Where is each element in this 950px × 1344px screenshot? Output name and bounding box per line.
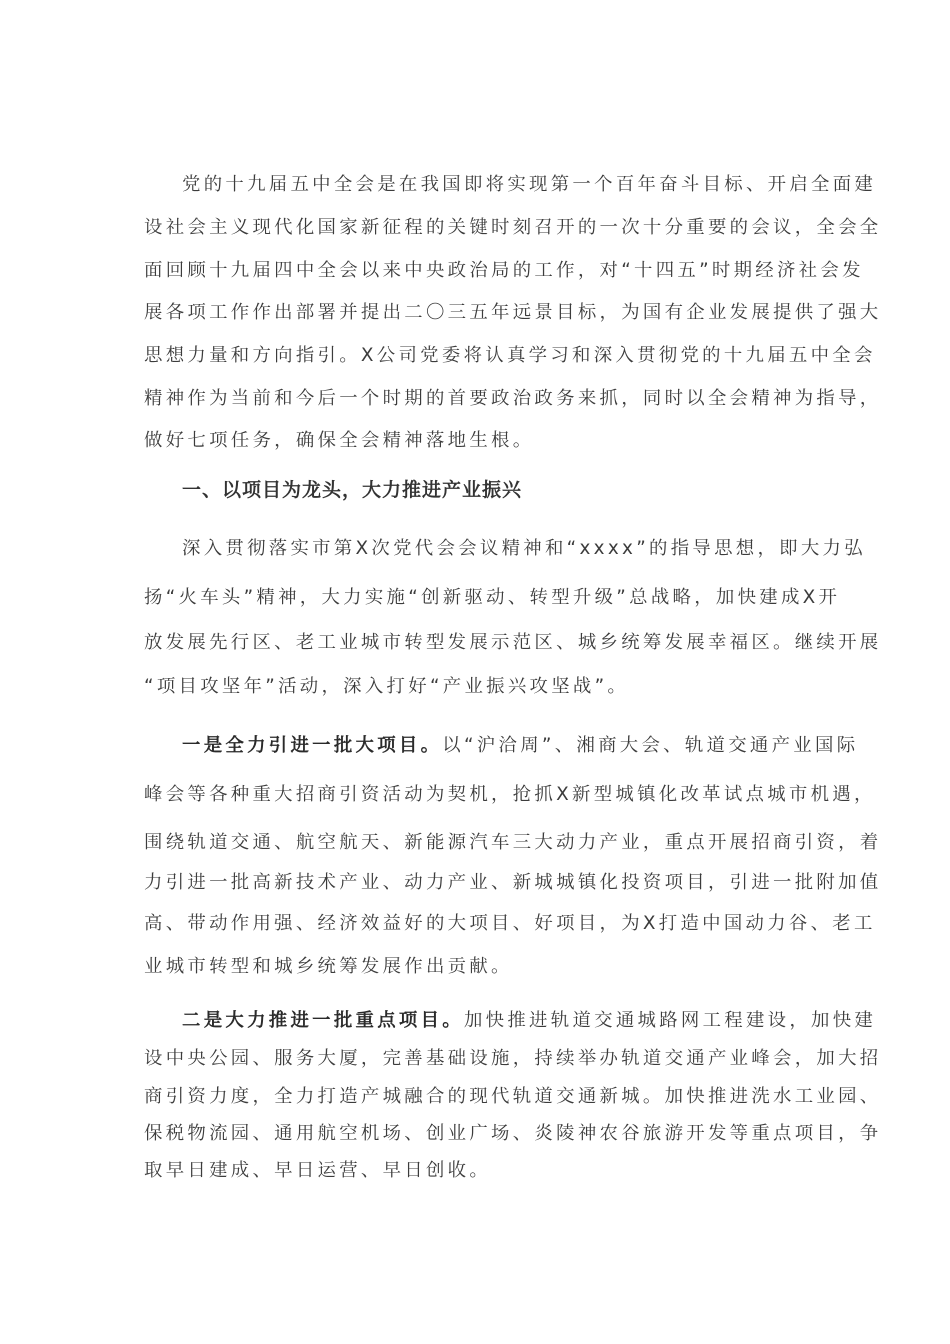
intro-line-6: 精神作为当前和今后一个时期的首要政治政务来抓，同时以全会精神为指导， <box>144 388 882 409</box>
section-heading-1: 一、以项目为龙头，大力推进产业振兴 <box>182 479 523 501</box>
intro-line-2: 设社会主义现代化国家新征程的关键时刻召开的一次十分重要的会议，全会全 <box>144 217 882 238</box>
para3-line-2: 峰会等各种重大招商引资活动为契机，抢抓X新型城镇化改革试点城市机遇， <box>144 784 876 805</box>
intro-line-7: 做好七项任务，确保全会精神落地生根。 <box>144 430 535 451</box>
para2-line-1: 深入贯彻落实市第X次党代会会议精神和“xxxx”的指导思想，即大力弘 <box>182 538 866 559</box>
para2-line-3: 放发展先行区、老工业城市转型发展示范区、城乡统筹发展幸福区。继续开展 <box>144 632 882 653</box>
para4-line-2: 设中央公园、服务大厦，完善基础设施，持续举办轨道交通产业峰会，加大招 <box>144 1048 882 1069</box>
intro-line-3: 面回顾十九届四中全会以来中央政治局的工作，对“十四五”时期经济社会发 <box>144 260 864 281</box>
para3-bold-lead: 一是全力引进一批大项目。 <box>182 735 443 756</box>
intro-line-5: 思想力量和方向指引。X公司党委将认真学习和深入贯彻党的十九届五中全会 <box>144 345 876 366</box>
para3-line-1 <box>182 734 859 758</box>
para3-line-4: 力引进一批高新技术产业、动力产业、新城城镇化投资项目，引进一批附加值 <box>144 872 882 893</box>
para4-line-4: 保税物流园、通用航空机场、创业广场、炎陵神农谷旅游开发等重点项目，争 <box>144 1123 882 1144</box>
para3-line-6: 业城市转型和城乡统筹发展作出贡献。 <box>144 956 513 977</box>
para4-line-3: 商引资力度，全力打造产城融合的现代轨道交通新城。加快推进洗水工业园、 <box>144 1086 882 1107</box>
para4-first-rest: 加快推进轨道交通城路网工程建设，加快建 <box>463 1010 877 1031</box>
para3-first-rest: 以“沪洽周”、湘商大会、轨道交通产业国际 <box>442 735 859 756</box>
para3-line-3: 围绕轨道交通、航空航天、新能源汽车三大动力产业，重点开展招商引资，着 <box>144 832 882 853</box>
intro-line-1: 党的十九届五中全会是在我国即将实现第一个百年奋斗目标、开启全面建 <box>182 174 877 195</box>
para4-bold-lead: 二是大力推进一批重点项目。 <box>182 1010 464 1031</box>
para4-line-5: 取早日建成、早日运营、早日创收。 <box>144 1160 492 1181</box>
intro-line-4: 展各项工作作出部署并提出二〇三五年远景目标，为国有企业发展提供了强大 <box>144 302 882 323</box>
para3-line-5: 高、带动作用强、经济效益好的大项目、好项目，为X打造中国动力谷、老工 <box>144 913 876 934</box>
para2-line-4: “项目攻坚年”活动，深入打好“产业振兴攻坚战”。 <box>144 676 630 697</box>
para2-line-2: 扬“火车头”精神，大力实施“创新驱动、转型升级”总战略，加快建成X开 <box>144 587 841 608</box>
para4-line-1 <box>182 1009 877 1033</box>
